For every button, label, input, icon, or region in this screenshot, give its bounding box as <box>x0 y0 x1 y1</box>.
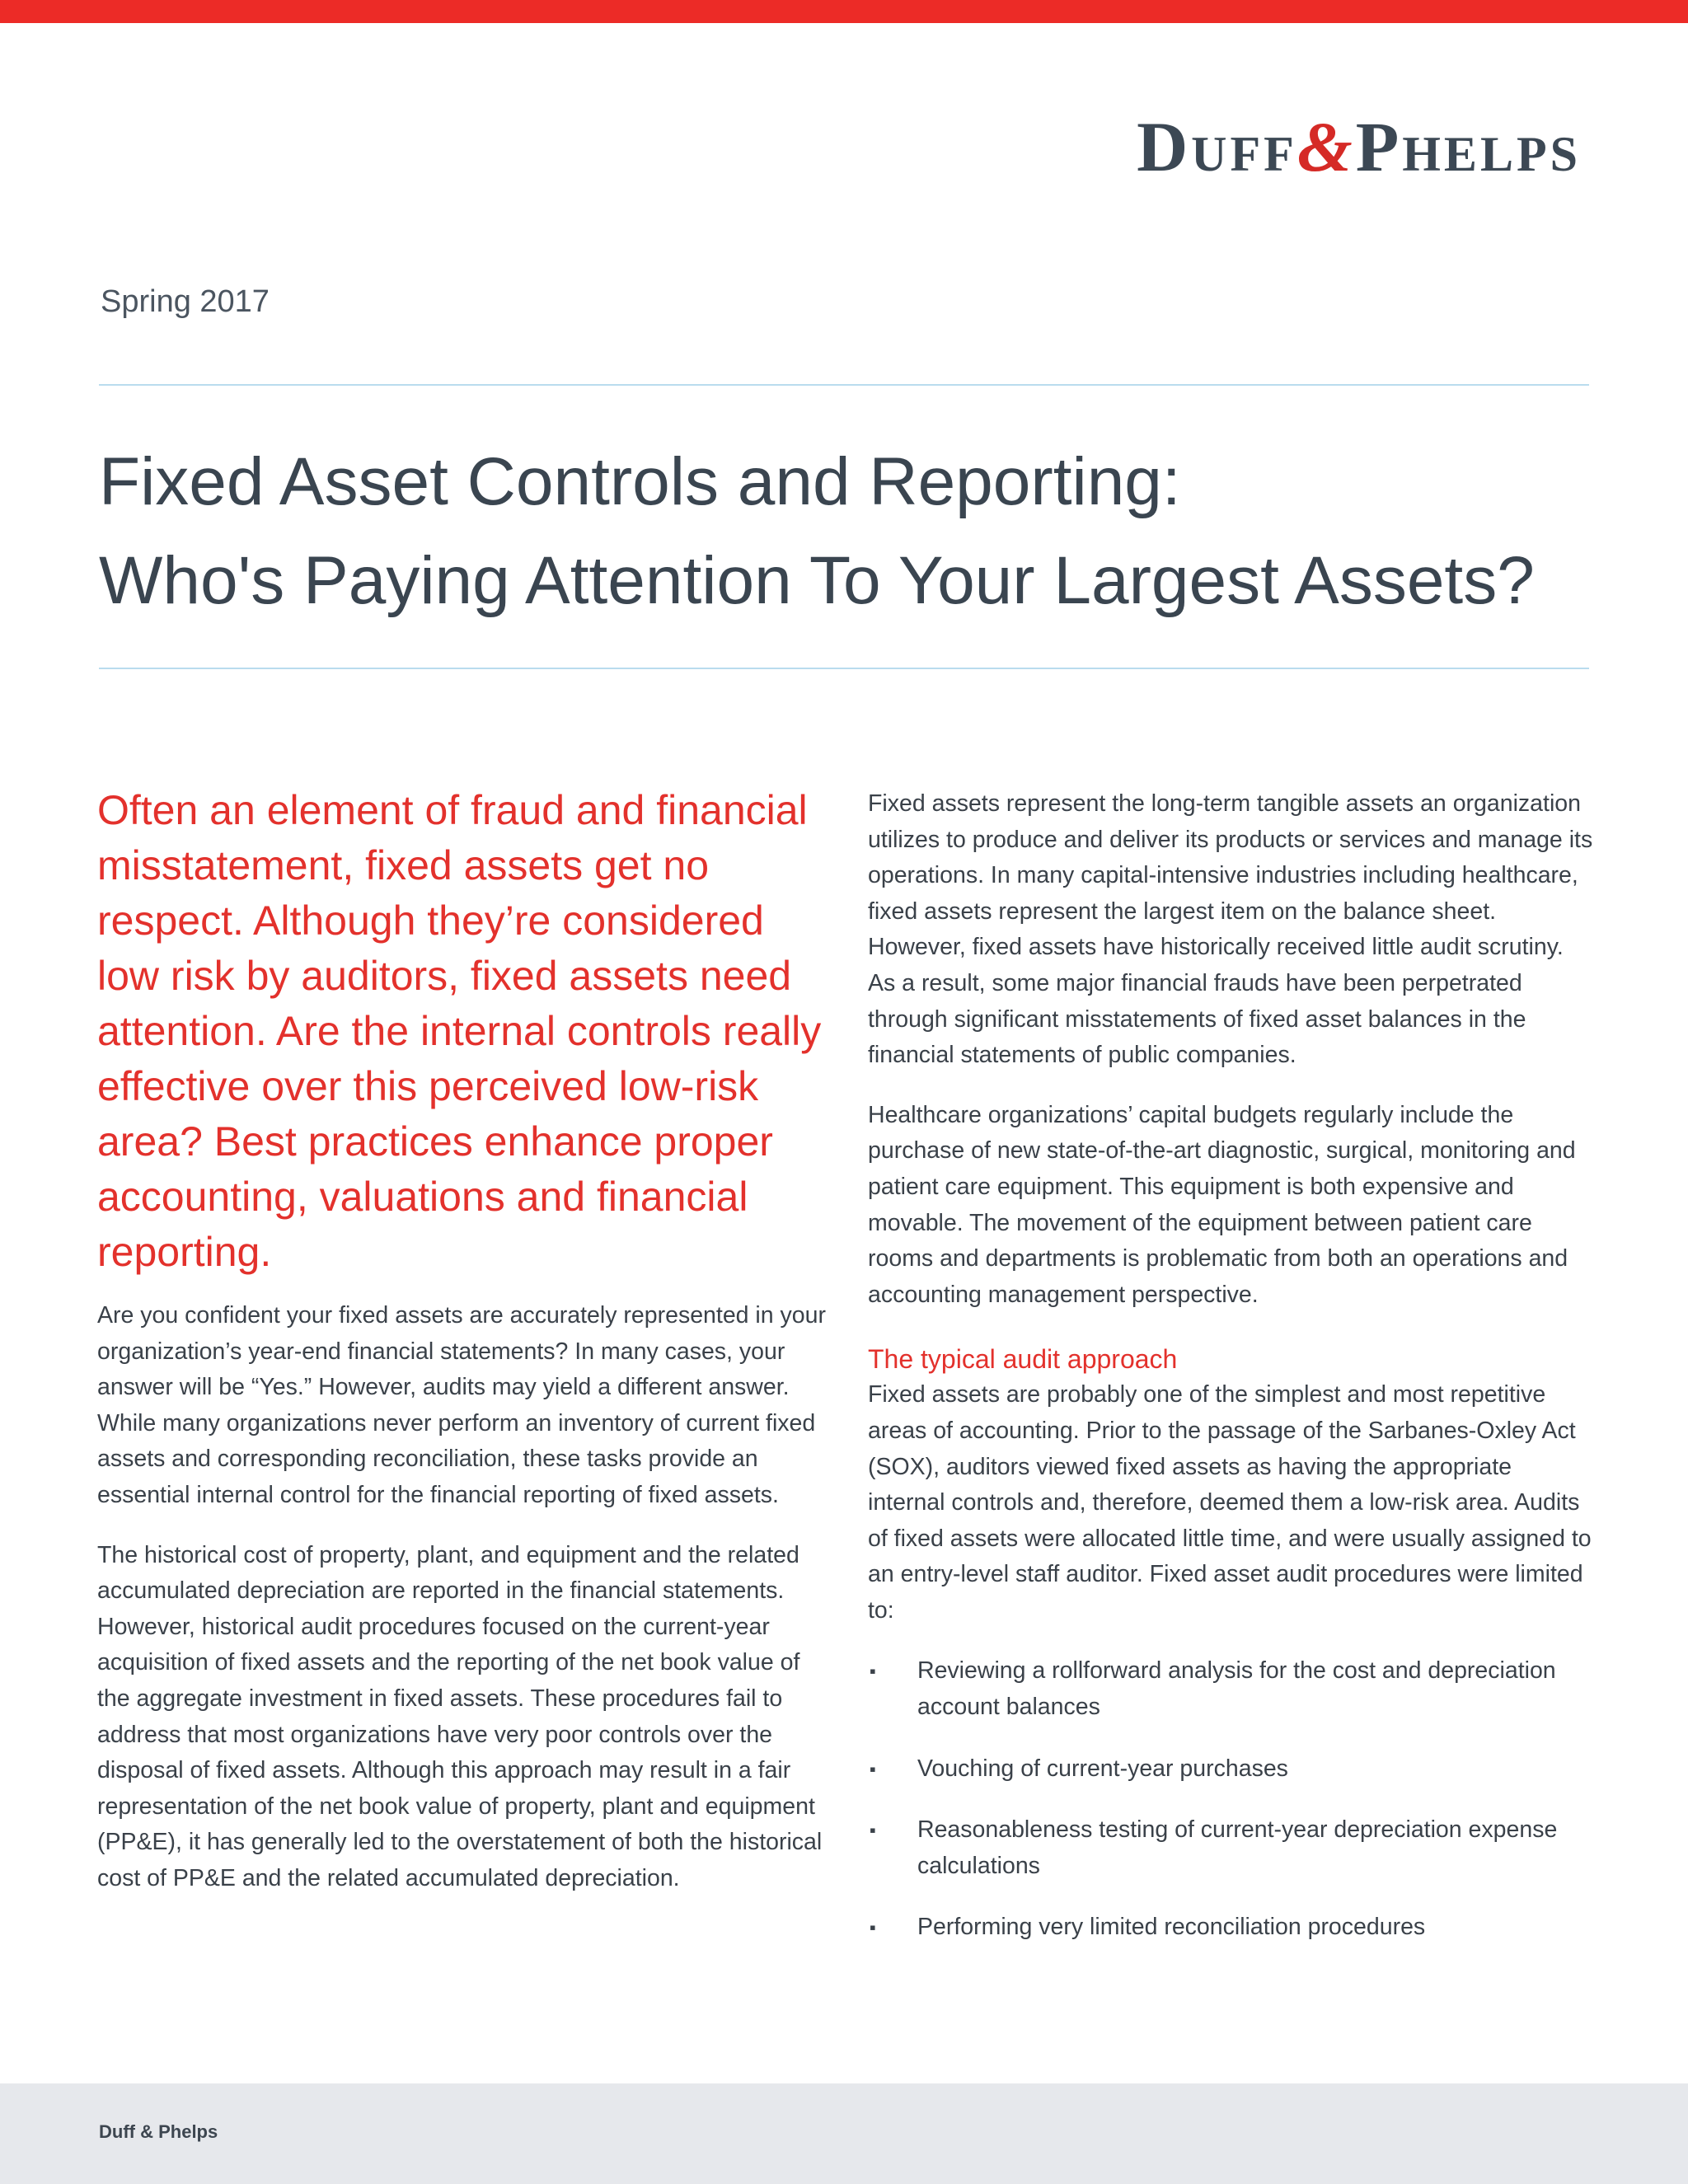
title-divider <box>99 668 1589 669</box>
body-paragraph: The historical cost of property, plant, and equipment and the related accumulated depreciation are reported in the financial statements. However, historical audit procedures focused on the current-year acquisition of fixed assets and the reporting of the net book value of the aggregate investment in fixed assets. These procedures fail to address that most organizations have very poor controls over the disposal of fixed assets. Although this approach may result in a fair representation of the net book value of property, plant and equipment (PP&E), it has generally led to the overstatement of both the historical cost of PP&E and the related accumulated depreciation. <box>97 1541 823 1891</box>
publication-date: Spring 2017 <box>101 284 270 319</box>
right-column <box>868 786 1593 1971</box>
logo-part2: Phelps <box>1355 107 1581 186</box>
footer-company-name: Duff & Phelps <box>99 2121 218 2142</box>
top-divider <box>99 384 1589 386</box>
list-item <box>868 1751 1593 1788</box>
logo-ampersand: & <box>1296 107 1356 186</box>
list-item <box>868 1812 1593 1884</box>
square-bullet-icon: ▪ <box>870 1917 876 1938</box>
list-item-text: Reviewing a rollforward analysis for the cost and depreciation account balances <box>917 1657 1556 1721</box>
page-footer <box>0 2083 1688 2184</box>
lede-paragraph: Often an element of fraud and financial misstatement, fixed assets get no respect. Although they’re considered low risk by auditors, fixed assets need attention. Are the internal controls really effective over this perceived low-risk area? Best practices enhance proper accounting, valuations and financial reporting. <box>97 787 822 1275</box>
list-item <box>868 1910 1593 1946</box>
list-item-text: Performing very limited reconciliation procedures <box>917 1914 1426 1941</box>
logo-part1: Duff <box>1137 107 1297 186</box>
title-line-1: Fixed Asset Controls and Reporting: <box>99 444 1181 519</box>
left-column <box>97 783 835 1897</box>
square-bullet-icon: ▪ <box>870 1820 876 1841</box>
square-bullet-icon: ▪ <box>870 1758 876 1779</box>
list-item <box>868 1653 1593 1725</box>
section-paragraph: Fixed assets are probably one of the simplest and most repetitive areas of accounting. Prior to the passage of the Sarbanes-Oxley Act (SOX), auditors viewed fixed assets as having the appropriate internal controls and, therefore, deemed them a low-risk area. Audits of fixed assets were allocated little time, and were usually assigned to an entry-level staff auditor. Fixed asset audit procedures were limited to: <box>868 1381 1592 1624</box>
list-item-text: Vouching of current-year purchases <box>917 1755 1288 1782</box>
body-paragraph: Are you confident your fixed assets are accurately represented in your organization’s year-end financial statements? In many cases, your answer will be “Yes.” However, audits may yield a different answer. While many organizations never perform an inventory of current fixed assets and corresponding reconciliation, these tasks provide an essential internal control for the financial reporting of fixed assets. <box>97 1302 826 1508</box>
company-logo <box>1137 107 1581 186</box>
section-heading: The typical audit approach <box>868 1344 1178 1375</box>
title-line-2: Who's Paying Attention To Your Largest Assets? <box>99 543 1535 618</box>
top-accent-bar <box>0 0 1688 23</box>
square-bullet-icon: ▪ <box>870 1661 876 1682</box>
list-item-text: Reasonableness testing of current-year depreciation expense calculations <box>917 1816 1558 1879</box>
body-paragraph: Healthcare organizations’ capital budgets regularly include the purchase of new state-of-the-art diagnostic, surgical, monitoring and patient care equipment. This equipment is both expensive and movable. The movement of the equipment between patient care rooms and departments is problematic from both an operations and accounting management perspective. <box>868 1101 1576 1308</box>
body-paragraph: Fixed assets represent the long-term tangible assets an organization utilizes to produce and deliver its products or services and manage its operations. In many capital-intensive industries including healthcare, fixed assets represent the largest item on the balance sheet. However, fixed assets have historically received little audit scrutiny. As a result, some major financial frauds have been perpetrated through significant misstatements of fixed asset balances in the financial statements of public companies. <box>868 790 1593 1069</box>
page-title <box>99 433 1599 630</box>
procedure-list <box>868 1653 1593 1946</box>
